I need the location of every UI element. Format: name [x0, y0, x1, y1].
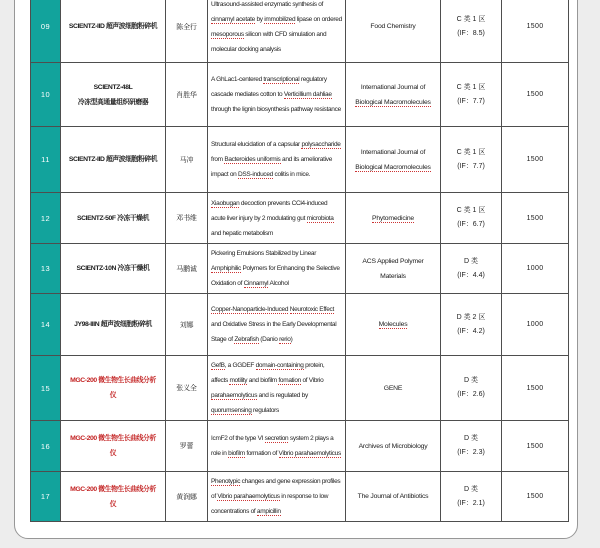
user-name-cell: 罗蕾: [166, 421, 208, 472]
category-cell: [441, 244, 502, 294]
instrument-cell: MGC-200 微生物生长曲线分析 仪: [61, 421, 166, 472]
row-number-cell: 12: [31, 193, 61, 244]
category-grade: C 类 1 区: [456, 83, 486, 91]
table-row: [31, 294, 569, 356]
row-number-cell: 17: [31, 472, 61, 522]
journal-cell: ACS Applied Polymer Materials: [346, 244, 441, 294]
user-name-cell: 黄润娜: [166, 472, 208, 522]
table-row: [31, 127, 569, 193]
award-amount-cell: 1500: [502, 193, 569, 244]
user-name-cell: 马冲: [166, 127, 208, 193]
row-number-cell: 14: [31, 294, 61, 356]
impact-factor: (IF：6.7): [457, 221, 485, 228]
impact-factor: (IF：2.3): [457, 449, 485, 456]
journal-cell: International Journal of Biological Macromolecules: [346, 127, 441, 193]
table-body: [31, 0, 569, 522]
paper-title-cell: Ultrasound-assisted enzymatic synthesis of cinnamyl acetate by immobilized lipase on ordered mesoporous silicon with CFD simulation and molecular docking analysis: [208, 0, 346, 63]
instrument-cell: JY98-IIIN 超声波细胞粉碎机: [61, 294, 166, 356]
row-number-cell: 09: [31, 0, 61, 63]
table-row: [31, 356, 569, 421]
impact-factor: (IF：2.6): [457, 391, 485, 398]
paper-title-cell: Xiaobugan decoction prevents CCl4-induced acute liver injury by 2 modulating gut microbiota and hepatic metabolism: [208, 193, 346, 244]
category-cell: [441, 63, 502, 127]
category-cell: [441, 193, 502, 244]
paper-title-cell: GefB, a GGDEF domain-containing protein, affects motility and biofilm fomation of Vibrio parahaemolyticus and is regulated by quorumsensing regulators: [208, 356, 346, 421]
category-cell: [441, 0, 502, 63]
award-amount-cell: 1500: [502, 356, 569, 421]
award-amount-cell: 1500: [502, 63, 569, 127]
instrument-cell: SCIENTZ-50F 冷冻干燥机: [61, 193, 166, 244]
instrument-paper-awards-table: [30, 0, 569, 522]
paper-title-cell: Pickering Emulsions Stabilized by Linear Amphiphilic Polymers for Enhancing the Selective Oxidation of Cinnamyl Alcohol: [208, 244, 346, 294]
impact-factor: (IF：7.7): [457, 97, 485, 105]
paper-title-cell: Phenotypic changes and gene expression profiles of Vibrio parahaemolyticus in response to low concentrations of ampicillin: [208, 472, 346, 522]
row-number-cell: 10: [31, 63, 61, 127]
table-row: [31, 0, 569, 63]
award-amount-cell: 1500: [502, 421, 569, 472]
category-cell: [441, 294, 502, 356]
journal-cell: GENE: [346, 356, 441, 421]
instrument-cell: SCIENTZ-10N 冷冻干燥机: [61, 244, 166, 294]
user-name-cell: 邓书维: [166, 193, 208, 244]
category-grade: D 类: [464, 257, 478, 265]
journal-cell: Phytomedicine: [346, 193, 441, 244]
user-name-cell: 马鹏诚: [166, 244, 208, 294]
category-grade: C 类 1 区: [456, 207, 486, 214]
award-amount-cell: 1500: [502, 472, 569, 522]
document-page: [14, 0, 578, 539]
category-grade: D 类 2 区: [456, 313, 486, 321]
category-grade: D 类: [464, 435, 478, 442]
instrument-cell: MGC-200 微生物生长曲线分析 仪: [61, 472, 166, 522]
category-grade: C 类 1 区: [456, 148, 486, 156]
table-row: [31, 244, 569, 294]
category-cell: [441, 127, 502, 193]
category-cell: [441, 472, 502, 522]
paper-title-cell: IcmF2 of the type VI secretion system 2 plays a role in biofilm formation of Vibrio parahaemolyticus: [208, 421, 346, 472]
journal-cell: Food Chemistry: [346, 0, 441, 63]
award-amount-cell: 1000: [502, 244, 569, 294]
journal-cell: Molecules: [346, 294, 441, 356]
category-grade: D 类: [464, 377, 478, 384]
journal-cell: International Journal of Biological Macromolecules: [346, 63, 441, 127]
instrument-cell: SCIENTZ-IID 超声波细胞粉碎机: [61, 0, 166, 63]
table-row: [31, 193, 569, 244]
impact-factor: (IF：8.5): [457, 29, 485, 37]
category-cell: [441, 356, 502, 421]
user-name-cell: 肖胜华: [166, 63, 208, 127]
paper-title-cell: A GhLac1-centered transcriptional regulatory cascade mediates cotton to Verticillium dahliae through the lignin biosynthesis pathway resistance: [208, 63, 346, 127]
award-amount-cell: 1000: [502, 294, 569, 356]
category-grade: C 类 1 区: [456, 15, 486, 23]
category-cell: [441, 421, 502, 472]
instrument-cell: SCIENTZ-48L 冷冻型高通量组织研磨器: [61, 63, 166, 127]
category-grade: D 类: [464, 485, 478, 493]
impact-factor: (IF：7.7): [457, 162, 485, 170]
row-number-cell: 11: [31, 127, 61, 193]
table-row: [31, 421, 569, 472]
row-number-cell: 13: [31, 244, 61, 294]
paper-title-cell: Copper-Nanoparticle-Induced Neurotoxic Effect and Oxidative Stress in the Early Developmental Stage of Zebrafish (Danio rerio): [208, 294, 346, 356]
award-amount-cell: 1500: [502, 127, 569, 193]
impact-factor: (IF：2.1): [457, 499, 485, 507]
user-name-cell: 刘娜: [166, 294, 208, 356]
table-row: [31, 63, 569, 127]
instrument-cell: SCIENTZ-IID 超声波细胞粉碎机: [61, 127, 166, 193]
paper-title-cell: Structural elucidation of a capsular polysaccharide from Bacteroides uniformis and its ameliorative impact on DSS-induced colitis in mice.: [208, 127, 346, 193]
instrument-cell: MGC-200 微生物生长曲线分析 仪: [61, 356, 166, 421]
user-name-cell: 陈全行: [166, 0, 208, 63]
row-number-cell: 15: [31, 356, 61, 421]
user-name-cell: 张义全: [166, 356, 208, 421]
award-amount-cell: 1500: [502, 0, 569, 63]
row-number-cell: 16: [31, 421, 61, 472]
impact-factor: (IF：4.4): [457, 271, 485, 279]
table-row: [31, 472, 569, 522]
journal-cell: The Journal of Antibiotics: [346, 472, 441, 522]
journal-cell: Archives of Microbiology: [346, 421, 441, 472]
impact-factor: (IF：4.2): [457, 327, 485, 335]
